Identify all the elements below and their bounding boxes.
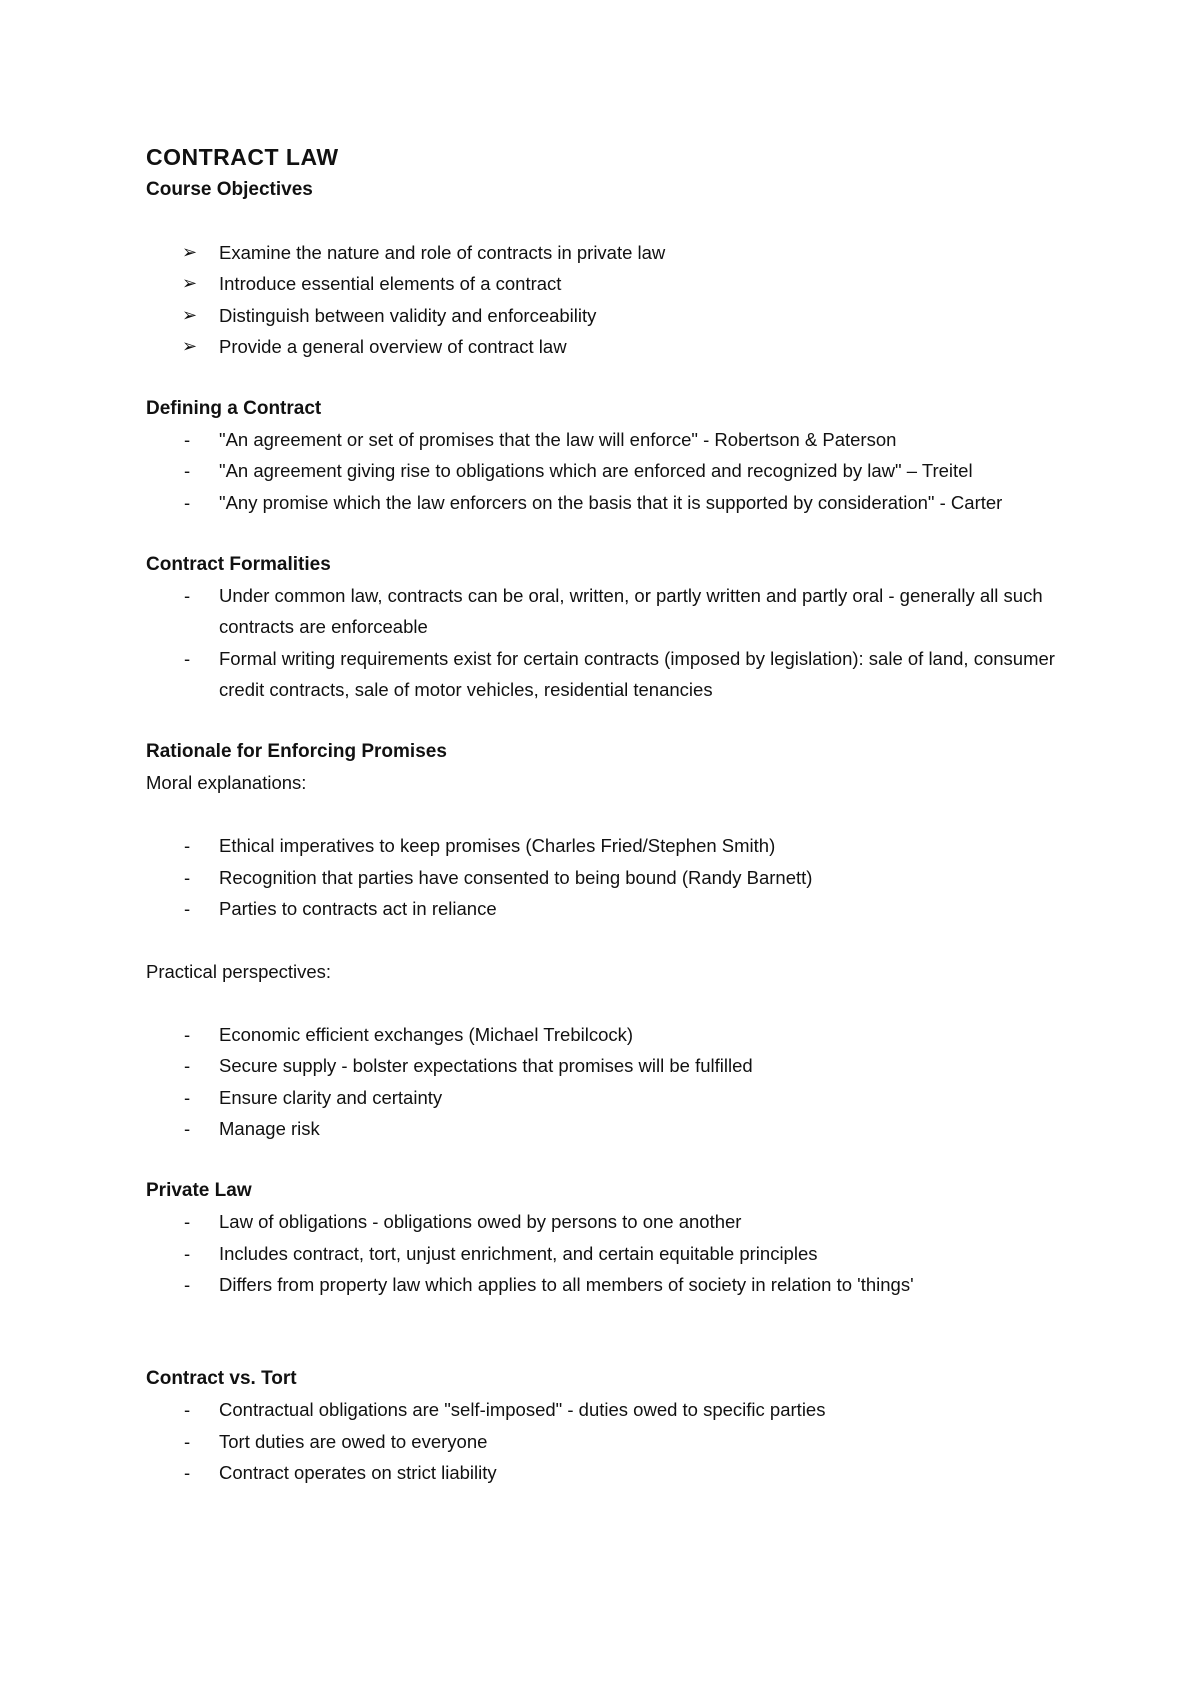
section-heading-private-law: Private Law — [146, 1180, 252, 1202]
arrow-bullet-icon: ➢ — [182, 242, 198, 262]
list-item: - Ethical imperatives to keep promises (Charles Fried/Stephen Smith) — [146, 830, 1086, 861]
document-page — [146, 140, 1086, 1488]
list-item: - "Any promise which the law enforcers on the basis that it is supported by consideration" - Carter — [146, 487, 1086, 518]
list-item: - Under common law, contracts can be oral, written, or partly written and partly oral - generally all such contracts are enforceable — [146, 580, 1086, 643]
list-item: - Secure supply - bolster expectations that promises will be fulfilled — [146, 1050, 1086, 1081]
course-objectives-list — [146, 237, 1086, 362]
dash-bullet-icon: - — [184, 835, 191, 857]
list-item: - Recognition that parties have consented to being bound (Randy Barnett) — [146, 862, 1086, 893]
practical-perspectives-list — [146, 1019, 1086, 1144]
dash-bullet-icon: - — [184, 1273, 191, 1295]
arrow-bullet-icon: ➢ — [182, 335, 198, 356]
dash-bullet-icon: - — [184, 1430, 191, 1452]
dash-bullet-icon: - — [184, 1399, 191, 1421]
dash-bullet-icon: - — [184, 1055, 191, 1077]
moral-explanations-label: Moral explanations: — [146, 772, 307, 794]
moral-explanations-list — [146, 830, 1086, 924]
list-item: - Economic efficient exchanges (Michael Trebilcock) — [146, 1019, 1086, 1050]
list-item: - Formal writing requirements exist for certain contracts (imposed by legislation): sale of land, consumer credit contracts, sale of motor vehicles, residential tenancies — [146, 643, 1086, 706]
list-item: - "An agreement or set of promises that the law will enforce" - Robertson & Paterson — [146, 424, 1086, 455]
dash-bullet-icon: - — [184, 1118, 191, 1140]
section-heading-contract-vs-tort: Contract vs. Tort — [146, 1368, 297, 1390]
dash-bullet-icon: - — [184, 1242, 191, 1264]
dash-bullet-icon: - — [184, 429, 191, 451]
section-heading-rationale: Rationale for Enforcing Promises — [146, 741, 447, 763]
list-item: ➢ Provide a general overview of contract law — [146, 331, 1086, 362]
list-item: - Law of obligations - obligations owed by persons to one another — [146, 1206, 1086, 1237]
list-item: - Tort duties are owed to everyone — [146, 1426, 1086, 1457]
dash-bullet-icon: - — [184, 1086, 191, 1108]
dash-bullet-icon: - — [184, 897, 191, 919]
private-law-list — [146, 1206, 1086, 1300]
list-item: - Contract operates on strict liability — [146, 1457, 1086, 1488]
list-item: - Ensure clarity and certainty — [146, 1082, 1086, 1113]
practical-perspectives-label: Practical perspectives: — [146, 961, 332, 983]
list-item: - Differs from property law which applies to all members of society in relation to 'things' — [146, 1269, 1086, 1300]
document-title: CONTRACT LAW — [146, 144, 339, 170]
contract-vs-tort-list — [146, 1394, 1086, 1488]
list-item: - Contractual obligations are "self-imposed" - duties owed to specific parties — [146, 1394, 1086, 1425]
list-item: - Parties to contracts act in reliance — [146, 893, 1086, 924]
dash-bullet-icon: - — [184, 647, 191, 669]
dash-bullet-icon: - — [184, 1211, 191, 1233]
dash-bullet-icon: - — [184, 866, 191, 888]
section-heading-defining-a-contract: Defining a Contract — [146, 398, 322, 420]
list-item: - Manage risk — [146, 1113, 1086, 1144]
contract-formalities-list — [146, 580, 1086, 705]
defining-contract-list — [146, 424, 1086, 518]
dash-bullet-icon: - — [184, 491, 191, 513]
list-item: ➢ Introduce essential elements of a contract — [146, 268, 1086, 299]
arrow-bullet-icon: ➢ — [182, 273, 198, 294]
list-item: - Includes contract, tort, unjust enrichment, and certain equitable principles — [146, 1238, 1086, 1269]
list-item: - "An agreement giving rise to obligations which are enforced and recognized by law" – Treitel — [146, 455, 1086, 486]
section-heading-contract-formalities: Contract Formalities — [146, 554, 331, 576]
dash-bullet-icon: - — [184, 1461, 191, 1483]
list-item: ➢ Examine the nature and role of contracts in private law — [146, 237, 1086, 268]
list-item: ➢ Distinguish between validity and enforceability — [146, 300, 1086, 331]
arrow-bullet-icon: ➢ — [182, 304, 198, 325]
section-heading-course-objectives: Course Objectives — [146, 179, 313, 200]
dash-bullet-icon: - — [184, 460, 191, 482]
dash-bullet-icon: - — [184, 585, 191, 607]
dash-bullet-icon: - — [184, 1024, 191, 1046]
